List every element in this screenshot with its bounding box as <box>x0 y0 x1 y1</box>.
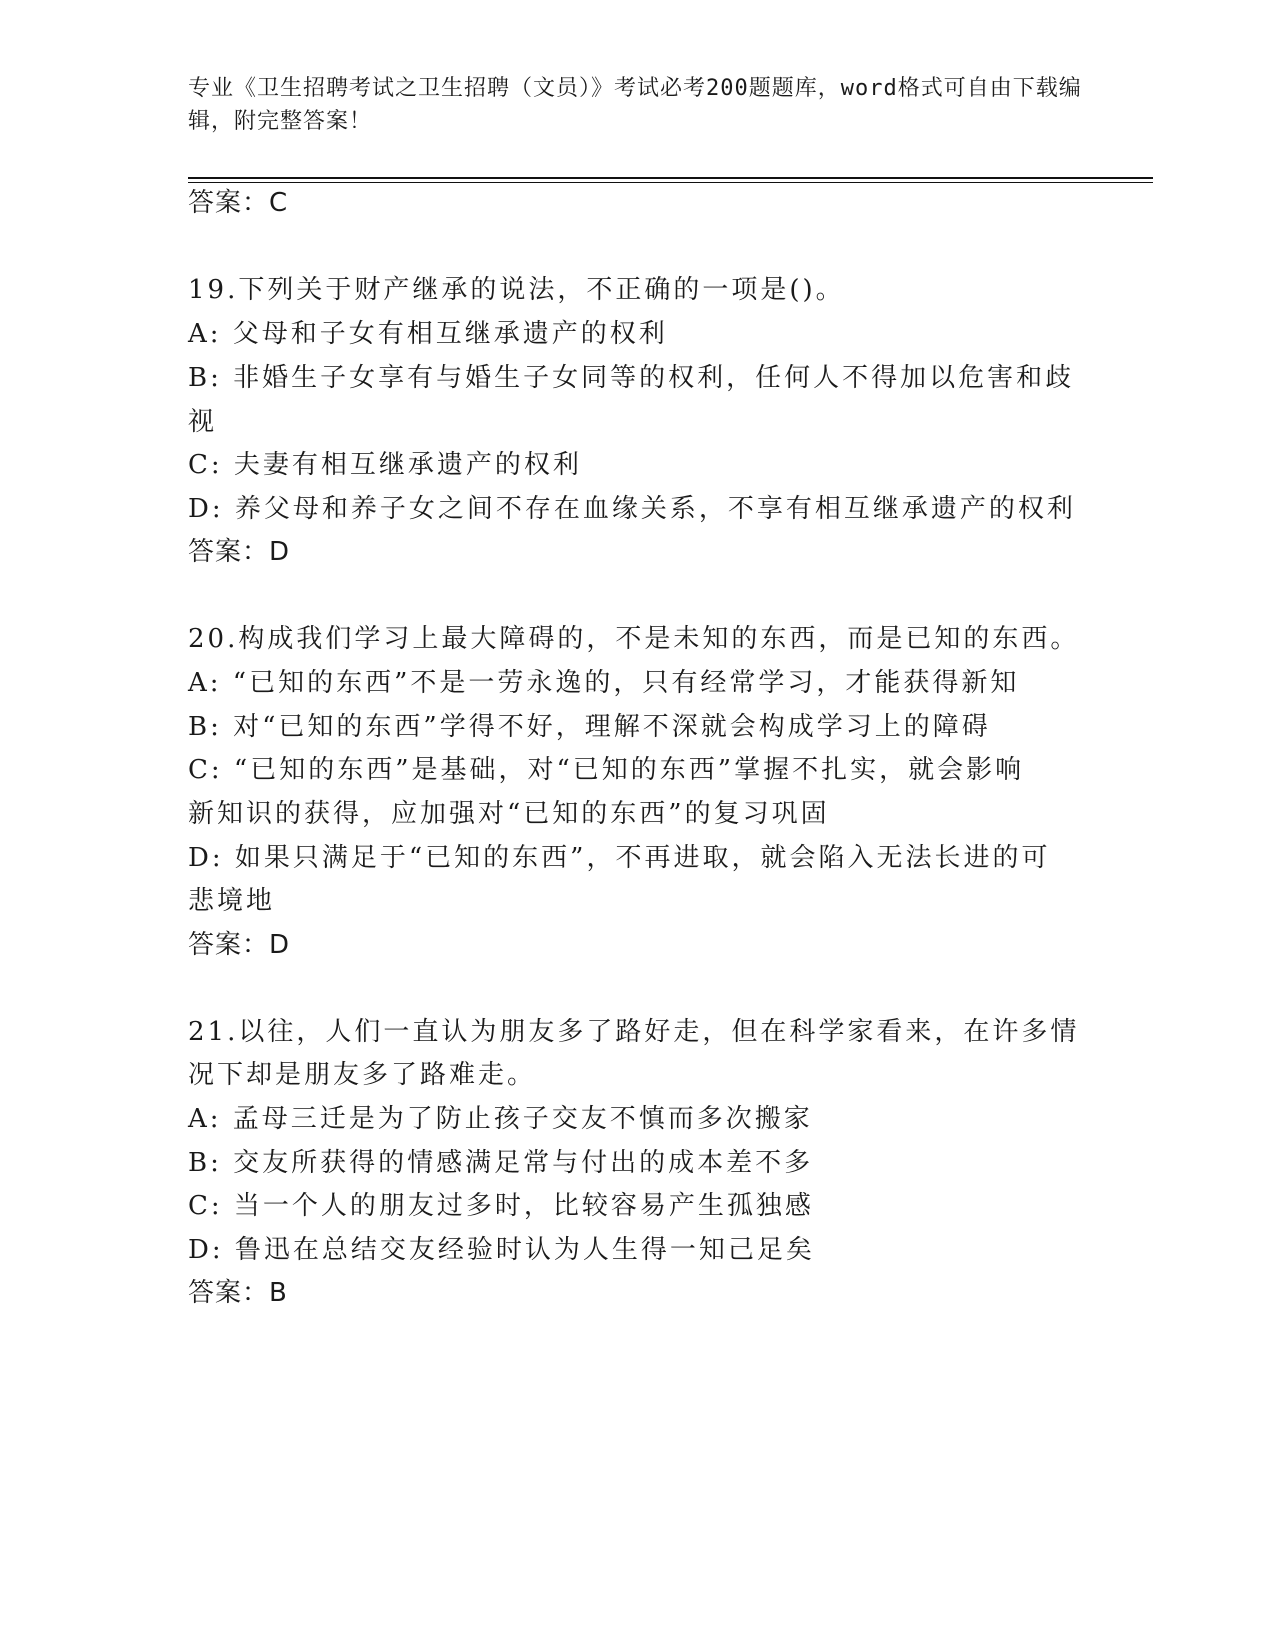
answer-21: 答案：B <box>188 1278 288 1308</box>
answer-20: 答案：D <box>188 930 291 960</box>
question-19-option-d: D: 养父母和养子女之间不存在血缘关系，不享有相互继承遗产的权利 <box>188 494 1076 524</box>
question-20-option-c: C: “已知的东西”是基础，对“已知的东西”掌握不扎实，就会影响 <box>188 755 1025 785</box>
question-19-option-b-cont: 视 <box>188 407 218 437</box>
question-20-option-d-cont: 悲境地 <box>188 886 276 916</box>
question-20-stem: 20.构成我们学习上最大障碍的，不是未知的东西，而是已知的东西。 <box>188 624 1080 654</box>
answer-19: 答案：D <box>188 537 291 567</box>
question-20-option-c-cont: 新知识的获得，应加强对“已知的东西”的复习巩固 <box>188 799 830 829</box>
page-header: 专业《卫生招聘考试之卫生招聘（文员）》考试必考200题题库，word格式可自由下载编辑，附完整答案！ <box>188 76 1082 134</box>
question-19-stem: 19.下列关于财产继承的说法，不正确的一项是()。 <box>188 275 845 305</box>
question-19-option-a: A: 父母和子女有相互继承遗产的权利 <box>188 319 668 349</box>
question-19-option-c: C: 夫妻有相互继承遗产的权利 <box>188 450 582 480</box>
header-rule-thick <box>188 177 1153 179</box>
answer-18: 答案：C <box>188 188 289 218</box>
question-21-option-c: C: 当一个人的朋友过多时，比较容易产生孤独感 <box>188 1191 814 1221</box>
header-rule-thin <box>188 182 1153 183</box>
question-21-stem: 21.以往，人们一直认为朋友多了路好走，但在科学家看来，在许多情 <box>188 1017 1080 1047</box>
question-20-option-b: B: 对“已知的东西”学得不好，理解不深就会构成学习上的障碍 <box>188 712 991 742</box>
question-21-stem-cont: 况下却是朋友多了路难走。 <box>188 1060 537 1090</box>
question-20-option-d: D: 如果只满足于“已知的东西”，不再进取，就会陷入无法长进的可 <box>188 843 1051 873</box>
question-19-option-b: B: 非婚生子女享有与婚生子女同等的权利，任何人不得加以危害和歧 <box>188 363 1075 393</box>
question-20-option-a: A: “已知的东西”不是一劳永逸的，只有经常学习，才能获得新知 <box>188 668 1020 698</box>
question-21-option-a: A: 孟母三迁是为了防止孩子交友不慎而多次搬家 <box>188 1104 813 1134</box>
question-21-option-b: B: 交友所获得的情感满足常与付出的成本差不多 <box>188 1148 814 1178</box>
question-21-option-d: D: 鲁迅在总结交友经验时认为人生得一知己足矣 <box>188 1235 815 1265</box>
